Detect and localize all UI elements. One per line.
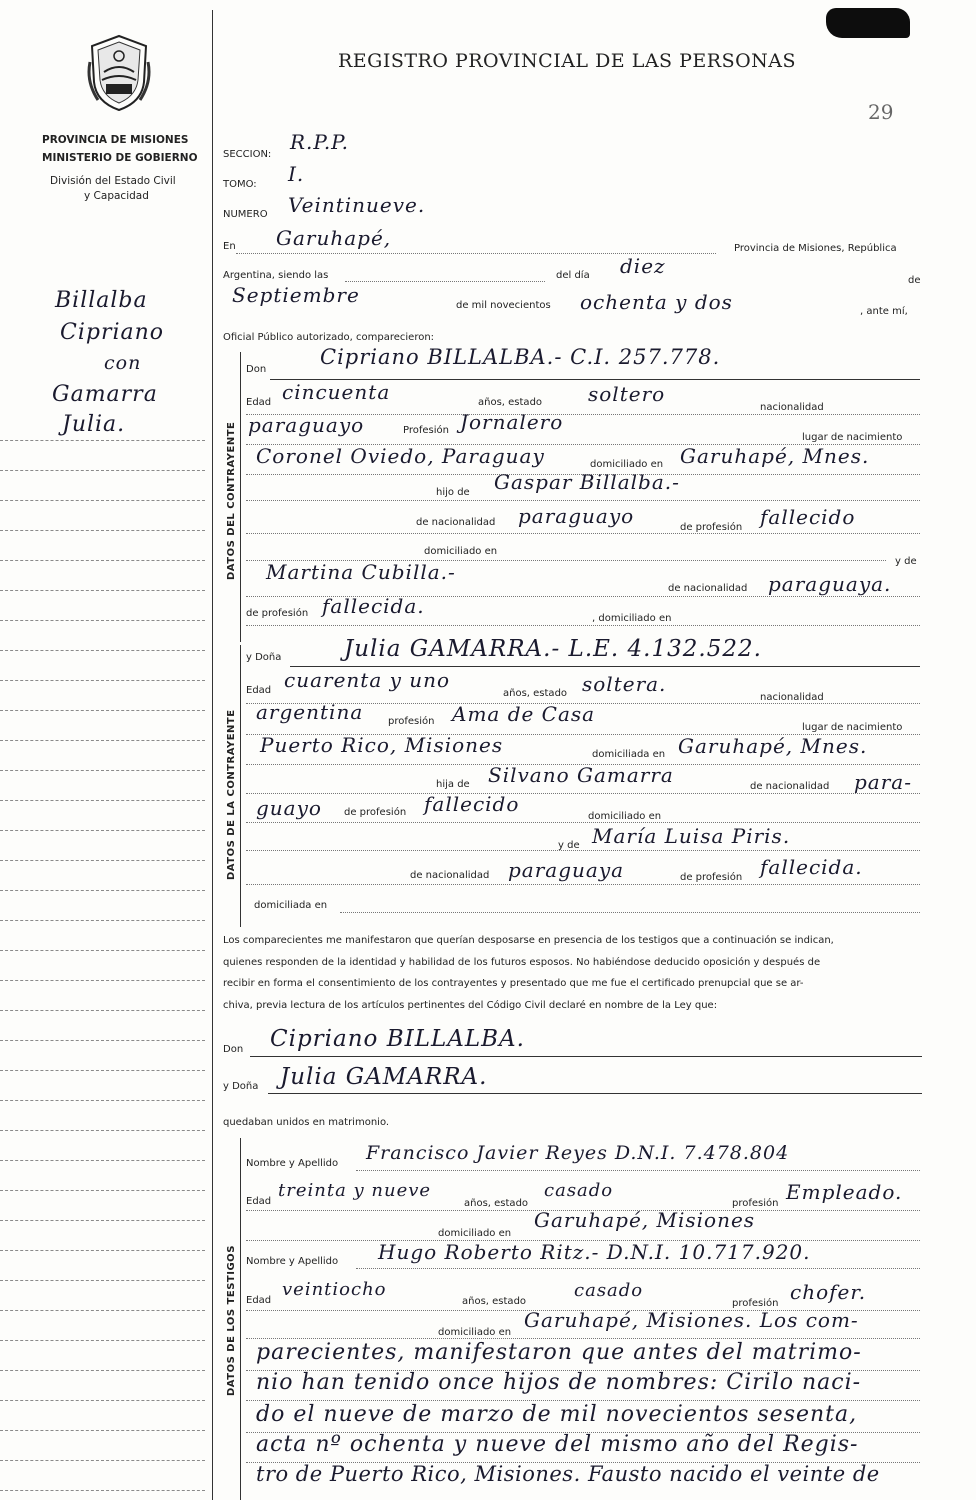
declaration-line-4: chiva, previa lectura de los artículos pertinentes del Código Civil declaré en nombre de la Ley que:: [223, 999, 718, 1011]
provincial-seal-icon: [84, 32, 154, 114]
bride-padre: Silvano Gamarra: [488, 763, 674, 787]
groom-y-de-label: y de: [895, 556, 917, 567]
w2-estado-label: años, estado: [462, 1296, 527, 1307]
w1-dom: Garuhapé, Misiones: [534, 1208, 756, 1232]
numero-value: Veintinueve.: [288, 193, 426, 217]
groom-row-line-9: [246, 625, 920, 626]
groom-section-label: DATOS DEL CONTRAYENTE: [226, 421, 237, 580]
bride-madre: María Luisa Piris.: [592, 824, 791, 848]
bride-madre-dom-label: domiciliada en: [254, 900, 328, 911]
w2-edad-label: Edad: [246, 1295, 272, 1306]
page-title: REGISTRO PROVINCIAL DE LAS PERSONAS: [338, 50, 797, 72]
bride-row-line-8: [246, 884, 920, 885]
declaration-line-2: quienes responden de la identidad y habilidad de los futuros esposos. No habiéndose deducido oposición y después de: [223, 956, 821, 968]
note-line-2: nio han tenido once hijos de nombres: Cirilo naci-: [256, 1370, 862, 1395]
groom-profesion: Jornalero: [460, 410, 564, 434]
groom-madre-nac-label: de nacionalidad: [668, 583, 748, 594]
w1-edad-label: Edad: [246, 1196, 272, 1207]
groom-edad: cincuenta: [282, 380, 391, 404]
w1-dom-label: domiciliado en: [438, 1228, 512, 1239]
numero-label: NUMERO: [223, 209, 268, 220]
groom-de-nac-label: de nacionalidad: [416, 517, 496, 528]
bride-section-label: DATOS DE LA CONTRAYENTE: [226, 709, 237, 880]
bride-madre-prof: fallecida.: [760, 855, 863, 879]
w2-prof: chofer.: [790, 1280, 867, 1304]
note-line-4: acta nº ochenta y nueve del mismo año del Regis-: [256, 1432, 859, 1457]
del-dia-label: del día: [556, 270, 590, 281]
groom-row-line-5: [246, 500, 920, 501]
bride-madre-nac-label: de nacionalidad: [410, 870, 490, 881]
decl-closing: quedaban unidos en matrimonio.: [223, 1117, 390, 1128]
w1-prof: Empleado.: [786, 1180, 903, 1204]
bride-edad-label: Edad: [246, 685, 272, 696]
bride-estado-label: años, estado: [503, 688, 568, 699]
bride-row-line-9: [340, 912, 920, 913]
org-line-4: y Capacidad: [84, 190, 149, 202]
w1-name-label: Nombre y Apellido: [246, 1158, 339, 1169]
groom-edad-label: Edad: [246, 397, 272, 408]
note-line-3: do el nueve de marzo de mil novecientos sesenta,: [256, 1402, 858, 1427]
decl-don-line: [250, 1056, 922, 1057]
groom-name: Cipriano BILLALBA.- C.I. 257.778.: [320, 345, 721, 369]
hora-line: [345, 281, 545, 282]
bride-padre-prof: fallecido: [424, 792, 520, 816]
groom-madre-nac: paraguaya.: [768, 572, 892, 596]
bride-madre-nac: paraguaya: [508, 858, 625, 882]
bride-nacionalidad-label: nacionalidad: [760, 692, 824, 703]
w1-name: Francisco Javier Reyes D.N.I. 7.478.804: [366, 1142, 790, 1164]
en-value: Garuhapé,: [276, 226, 392, 250]
groom-don-label: Don: [246, 364, 267, 375]
org-line-3: División del Estado Civil: [50, 175, 176, 187]
groom-lugar: Coronel Oviedo, Paraguay: [256, 444, 545, 468]
bride-lugar-label: lugar de nacimiento: [802, 722, 903, 733]
groom-nacionalidad-label: nacionalidad: [760, 402, 824, 413]
groom-madre-prof: fallecida.: [322, 594, 425, 618]
oficial-label: Oficial Público autorizado, comparecieron:: [223, 332, 435, 343]
groom-madre-prof-label: de profesión: [246, 608, 309, 619]
declaration-text: [223, 930, 921, 1016]
groom-estado: soltero: [588, 382, 666, 406]
w1-prof-label: profesión: [732, 1198, 779, 1209]
groom-domicilio: Garuhapé, Mnes.: [680, 444, 870, 468]
groom-padre-nac: paraguayo: [518, 504, 635, 528]
decl-don-label: Don: [223, 1044, 244, 1055]
groom-hijo-label: hijo de: [436, 487, 470, 498]
bride-y-de-label: y de: [558, 840, 580, 851]
bride-padre-nac-2: guayo: [256, 796, 322, 820]
bride-de-prof-label: de profesión: [344, 807, 407, 818]
ante-label: , ante mí,: [860, 306, 908, 317]
bride-row-line-5: [246, 793, 920, 794]
bride-padre-dom-label: domiciliado en: [588, 811, 662, 822]
bride-dona-label: y Doña: [246, 652, 282, 663]
binder-tab: [826, 8, 910, 38]
w2-edad: veintiocho: [282, 1279, 387, 1300]
org-line-2: MINISTERIO DE GOBIERNO: [42, 152, 198, 164]
margin-note-line-5: Julia.: [62, 412, 126, 437]
bride-nacionalidad: argentina: [256, 700, 364, 724]
groom-padre-dom-label: domiciliado en: [424, 546, 498, 557]
groom-profesion-label: Profesión: [403, 425, 449, 436]
anio-value: ochenta y dos: [580, 290, 733, 314]
seccion-value: R.P.P.: [290, 130, 349, 154]
de-label: de: [908, 275, 921, 286]
declaration-line-3: recibir en forma el consentimiento de los contrayentes y presentado que me fue el certificado prenupcial que se ar-: [223, 978, 804, 989]
bride-madre-prof-label: de profesión: [680, 872, 743, 883]
bride-profesion: Ama de Casa: [452, 702, 596, 726]
witness-box-border: [240, 1138, 241, 1500]
w2-prof-label: profesión: [732, 1298, 779, 1309]
dia-value: diez: [620, 254, 666, 278]
bride-profesion-label: profesión: [388, 716, 435, 727]
argentina-label: Argentina, siendo las: [223, 270, 329, 281]
groom-de-prof-label: de profesión: [680, 522, 743, 533]
w2-name-label: Nombre y Apellido: [246, 1256, 339, 1267]
en-label: En: [223, 241, 236, 252]
groom-padre-prof: fallecido: [760, 505, 856, 529]
witness-section-label: DATOS DE LOS TESTIGOS: [226, 1245, 237, 1396]
provincia-label: Provincia de Misiones, República: [734, 243, 897, 254]
bride-row-line-6: [246, 822, 920, 823]
tomo-value: I.: [288, 162, 305, 186]
w2-name: Hugo Roberto Ritz.- D.N.I. 10.717.920.: [378, 1240, 811, 1264]
bride-box-border: [240, 645, 241, 927]
bride-hija-label: hija de: [436, 779, 470, 790]
margin-note-line-4: Gamarra: [52, 382, 158, 407]
w1-estado: casado: [544, 1180, 614, 1201]
bride-lugar: Puerto Rico, Misiones: [260, 733, 504, 757]
groom-madre: Martina Cubilla.-: [266, 560, 456, 584]
w2-estado: casado: [574, 1280, 644, 1301]
groom-box-border: [240, 352, 241, 642]
groom-nacionalidad: paraguayo: [248, 413, 365, 437]
margin-note-line-2: Cipriano: [60, 320, 165, 345]
w1-estado-label: años, estado: [464, 1198, 529, 1209]
w2-name-line: [356, 1268, 920, 1269]
decl-don-name: Cipriano BILLALBA.: [270, 1026, 525, 1052]
bride-estado: soltera.: [582, 672, 667, 696]
bride-name-line: [290, 666, 920, 667]
note-line-5: tro de Puerto Rico, Misiones. Fausto nacido el veinte de: [256, 1462, 880, 1486]
left-margin-ruling: [0, 0, 210, 1500]
page-number: 29: [868, 100, 894, 124]
note-rule-2: [246, 1400, 920, 1401]
org-line-1: PROVINCIA DE MISIONES: [42, 134, 189, 146]
mil-label: de mil novecientos: [456, 300, 551, 311]
groom-padre: Gaspar Billalba.-: [494, 470, 680, 494]
margin-note-line-1: Billalba: [55, 288, 148, 313]
bride-domicilio: Garuhapé, Mnes.: [678, 734, 868, 758]
groom-lugar-label: lugar de nacimiento: [802, 432, 903, 443]
mes-value: Septiembre: [232, 283, 360, 307]
declaration-line-1: Los comparecientes me manifestaron que querían desposarse en presencia de los testigos que a continuación se indican,: [223, 935, 834, 946]
groom-estado-label: años, estado: [478, 397, 543, 408]
w1-name-line: [356, 1170, 920, 1171]
seccion-label: SECCION:: [223, 149, 272, 160]
note-line-1: parecientes, manifestaron que antes del matrimo-: [256, 1340, 862, 1365]
decl-dona-name: Julia GAMARRA.: [280, 1064, 488, 1090]
decl-dona-line: [268, 1093, 922, 1094]
margin-note-line-3: con: [104, 352, 142, 374]
bride-padre-nac-1: para-: [854, 770, 912, 794]
tomo-label: TOMO:: [223, 179, 257, 190]
groom-row-line-6: [246, 533, 920, 534]
bride-de-nac-label: de nacionalidad: [750, 781, 830, 792]
bride-edad: cuarenta y uno: [284, 668, 451, 692]
w2-dom: Garuhapé, Misiones. Los com-: [524, 1308, 859, 1332]
w1-edad: treinta y nueve: [278, 1180, 432, 1201]
decl-dona-label: y Doña: [223, 1081, 259, 1092]
w2-row-line-3: [246, 1338, 920, 1339]
bride-domiciliada-label: domiciliada en: [592, 749, 666, 760]
margin-divider: [212, 10, 213, 1500]
groom-madre-dom-label: , domiciliado en: [592, 613, 672, 624]
groom-domiciliado-label: domiciliado en: [590, 459, 664, 470]
bride-name: Julia GAMARRA.- L.E. 4.132.522.: [344, 636, 762, 662]
w2-dom-label: domiciliado en: [438, 1327, 512, 1338]
bride-row-line-7: [246, 850, 920, 851]
